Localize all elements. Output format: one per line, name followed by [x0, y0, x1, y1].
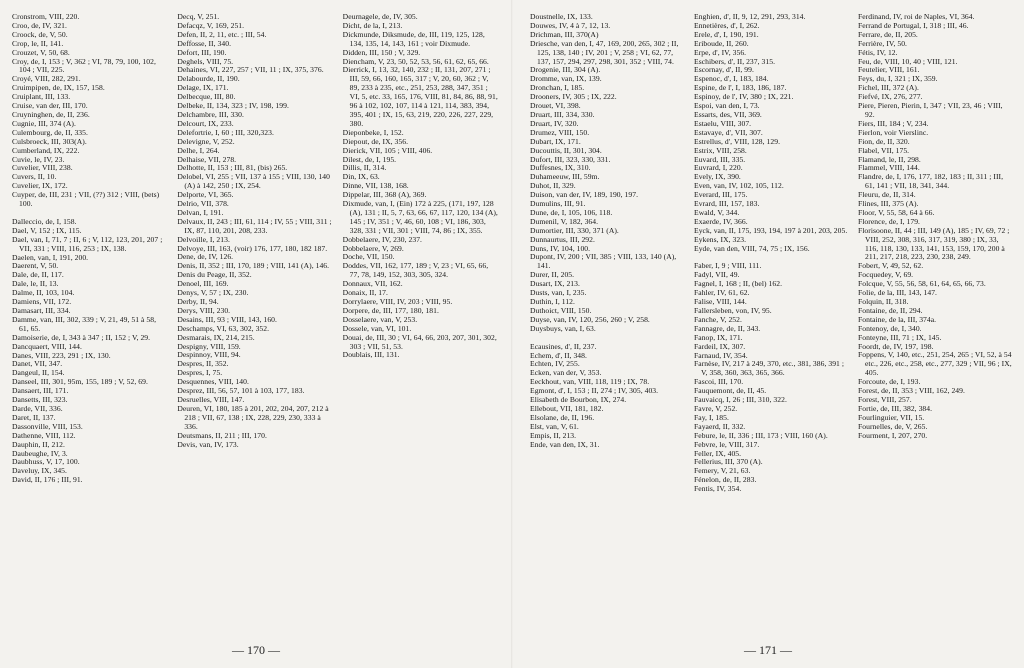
index-entry: Delcourt, IX, 233. — [177, 118, 234, 128]
index-entry: Doddes, VII, 162, 177, 189 ; V, 23 ; VI, 65, 66, 77, 78, 149, 152, 303, 305, 324. — [342, 261, 489, 280]
index-entry: Delhaise, VII, 278. — [177, 154, 237, 164]
index-entry: Falise, VIII, 144. — [694, 297, 747, 307]
index-entry: Doublais, III, 131. — [342, 350, 400, 360]
index-entry: Dippelar, III, 368 (A), 369. — [342, 190, 427, 200]
index-entry: Diepout, de, IX, 356. — [342, 136, 409, 146]
index-entry: Enghien, d', II, 9, 12, 291, 293, 314. — [694, 13, 806, 21]
index-entry: Drichman, III, 370(A) — [530, 29, 599, 39]
index-entry: Dossele, van, VI, 101. — [342, 323, 412, 333]
index-entry: Dinne, VII, 138, 168. — [342, 181, 409, 191]
index-entry: Croyé, VIII, 282, 291. — [12, 74, 81, 84]
index-entry: Euvard, III, 335. — [694, 154, 746, 164]
index-entry: Despres, II, 352. — [177, 359, 229, 369]
index-entry: Elsolane, de, II, 196. — [530, 412, 595, 422]
index-entry: Cuvelier, VIII, 238. — [12, 163, 73, 173]
index-entry: Flines, III, 375 (A). — [858, 199, 919, 209]
index-entry: Ende, van den, IX, 31. — [530, 439, 600, 449]
index-entry: Drumez, VIII, 150. — [530, 127, 590, 137]
index-entry: Deschamps, VI, 63, 302, 352. — [177, 323, 270, 333]
index-entry: Fontenoy, de, I, 340. — [858, 323, 922, 333]
index-entry: Fardeil, IX, 307. — [694, 341, 746, 351]
index-entry: Douai, de, III, 30 ; VI, 64, 66, 203, 207, 301, 302, 303 ; VII, 51, 53. — [342, 332, 497, 351]
index-entry: Femery, V, 21, 63. — [694, 466, 751, 476]
index-entry: Elst, van, V, 61. — [530, 421, 579, 431]
index-entry: Crop, le, II, 141. — [12, 38, 64, 48]
index-entry: Delporte, VI, 365. — [177, 190, 234, 200]
index-entry: Dauphin, II, 212. — [12, 439, 65, 449]
index-entry: Duison, van der, IV, 189, 190, 197. — [530, 190, 639, 200]
index-entry: Dansetts, III, 323. — [12, 395, 68, 405]
index-entry: Echem, d', II, 348. — [530, 350, 587, 360]
index-entry: Ferrand de Portugal, I, 318 ; III, 46. — [858, 20, 969, 30]
index-entry: Druart, III, 334, 330. — [530, 109, 595, 119]
index-entry: Delbeke, II, 134, 323 ; IV, 198, 199. — [177, 101, 289, 111]
index-entry: Ferrière, IV, 50. — [858, 38, 907, 48]
index-entry: Daerent, V, 50. — [12, 261, 59, 271]
index-entry: Dangeul, II, 154. — [12, 368, 65, 378]
index-entry: Fonteyne, III, 71 ; IX, 145. — [858, 332, 942, 342]
index-entry: Derys, VIII, 230. — [177, 305, 231, 315]
page-number: — 170 — — [232, 643, 280, 657]
index-entry: Fanche, V, 252. — [694, 314, 742, 324]
index-entry: Daveluy, IX, 345. — [12, 466, 67, 476]
index-entry: Dusts, van, I, 235. — [530, 288, 587, 298]
index-entry: Feu, de, VIII, 10, 40 ; VIII, 121. — [858, 56, 958, 66]
index-entry: Florence, de, I, 179. — [858, 216, 920, 226]
index-entry: Fétis, IV, 12. — [858, 47, 898, 57]
index-entry: Dusart, IX, 213. — [530, 279, 580, 289]
index-entry: Piere, Pieren, Pierin, I, 347 ; VII, 23, 46 ; VIII, 92. — [858, 101, 1003, 119]
index-entry: Duysbuys, van, I, 63. — [530, 323, 596, 333]
index-entry: Deuren, VI, 180, 185 à 201, 202, 204, 207, 212 à 218 ; VII, 67, 138 ; IX, 228, 229, 230, 333 à 336. — [177, 403, 329, 431]
index-entry: Daubhuss, V, 17, 100. — [12, 457, 80, 467]
index-entry: Defort, III, 190. — [177, 47, 227, 57]
index-entry: Druart, IV, 320. — [530, 118, 579, 128]
index-entry: Deghels, VIII, 75. — [177, 56, 234, 66]
index-entry: Fauquemont, de, II, 45. — [694, 386, 767, 396]
index-entry: Doche, VII, 150. — [342, 252, 395, 262]
index-entry: Floor, V, 55, 58, 64 à 66. — [858, 207, 935, 217]
index-entry: Dene, de, IV, 126. — [177, 252, 234, 262]
index-entry: Dunnaurtus, III, 292. — [530, 234, 595, 244]
index-entry: Ellebout, VII, 181, 182. — [530, 403, 604, 413]
index-entry: Delefortrie, I, 60 ; III, 320,323. — [177, 127, 274, 137]
index-entry: Devis, van, IV, 173. — [177, 439, 239, 449]
index-entry: Despres, I, 75. — [177, 368, 223, 378]
index-entry: Fobert, V, 49, 52, 62. — [858, 261, 924, 271]
index-entry: Forest, VIII, 257. — [858, 394, 912, 404]
index-entry: Empis, II, 213. — [530, 430, 577, 440]
index-entry: Dassonville, VIII, 153. — [12, 421, 83, 431]
page-right — [512, 0, 1024, 668]
index-entry: Delchambre, III, 330. — [177, 109, 244, 119]
index-entry: Dilest, de, I, 195. — [342, 154, 397, 164]
index-entry: Crouzet, V, 50, 68. — [12, 47, 70, 57]
page-number: — 171 — — [744, 643, 792, 657]
index-entry: Duthoict, VIII, 150. — [530, 305, 592, 315]
index-entry: Delhe, I, 264. — [177, 145, 220, 155]
index-entry: Delabourde, II, 190. — [177, 74, 240, 84]
index-entry: Dale, le, II, 13. — [12, 279, 59, 289]
index-entry: Doustnelle, IX, 133. — [530, 13, 593, 21]
index-entry: Evely, IX, 390. — [694, 172, 741, 182]
index-entry: Eyck, van, II, 175, 193, 194, 197 à 201, 203, 205. — [694, 225, 848, 235]
index-entry: Diencham, V, 23, 50, 52, 53, 56, 61, 62, 65, 66. — [342, 56, 489, 66]
index-entry: Cuvers, II, 10. — [12, 172, 57, 182]
index-entry: Folquin, II, 318. — [858, 297, 909, 306]
index-entry: Espoi, van den, I, 73. — [694, 101, 760, 111]
index-column — [530, 13, 684, 625]
index-entry: Dumortier, III, 330, 371 (A). — [530, 225, 619, 235]
index-entry: Delevigne, V, 252. — [177, 136, 235, 146]
index-entry: Exaerde, IV, 366. — [694, 216, 748, 226]
index-entry: Espenoc, d', I, 183, 184. — [694, 74, 769, 84]
index-entry: Daubeughe, IV, 3. — [12, 448, 68, 458]
index-entry: Ewald, V, 344. — [694, 207, 740, 217]
index-entry: Donnaux, VII, 162. — [342, 279, 403, 289]
index-entry: Eyde, van den, VIII, 74, 75 ; IX, 156. — [694, 243, 810, 253]
index-entry: Duthin, I, 112. — [530, 297, 575, 306]
index-entry: Defen, II, 2, 11, etc. ; III, 54. — [177, 29, 267, 39]
index-entry: Danet, VII, 347. — [12, 359, 63, 369]
index-entry: Daelen, van, I, 191, 200. — [12, 252, 89, 262]
index-entry: Derby, II, 94. — [177, 297, 219, 306]
index-column — [12, 13, 167, 625]
index-entry: Dobbelaere, IV, 230, 237. — [342, 234, 423, 244]
index-column — [177, 13, 332, 625]
index-entry: Cuvie, le, IV, 23. — [12, 154, 65, 164]
index-entry: David, II, 176 ; III, 91. — [12, 475, 83, 485]
index-entry: Cruise, van der, III, 170. — [12, 101, 88, 111]
index-entry: Dosselaere, van, V, 253. — [342, 314, 418, 324]
index-entry: Denis, II, 352 ; III, 170, 189 ; VIII, 141 (A), 146. — [177, 261, 330, 271]
index-entry: Essarts, des, VII, 369. — [694, 109, 762, 119]
index-entry: Despinnoy, VIII, 94. — [177, 350, 241, 360]
index-entry: Estaelu, VIII, 307. — [694, 118, 752, 128]
index-entry: Duyse, van, IV, 120, 256, 260 ; V, 258. — [530, 314, 650, 324]
index-entry: Damasart, III, 334. — [12, 306, 71, 315]
index-entry: Fellerius, III, 370 (A). — [694, 457, 763, 467]
index-entry: Forcoute, de, I, 193. — [858, 377, 921, 387]
index-entry: Foordt, de, IV, 197, 198. — [858, 341, 934, 351]
index-entry: Dorpere, de, III, 177, 180, 181. — [342, 305, 439, 315]
index-entry: Fanop, IX, 171. — [694, 332, 743, 342]
index-entry: Favre, V, 252. — [694, 403, 738, 413]
index-entry: Feller, IX, 405. — [694, 448, 742, 458]
index-entry: Desquennes, VIII, 140. — [177, 377, 249, 387]
index-entry: Dumenil, V, 182, 364. — [530, 216, 599, 226]
index-entry: Drouet, VI, 398. — [530, 101, 581, 111]
index-entry: Fadyl, VII, 49. — [694, 270, 740, 280]
index-entry: Croo, de, IV, 321. — [12, 20, 67, 30]
index-entry: Forest, de, II, 353 ; VIII, 162, 249. — [858, 386, 965, 396]
index-entry: Foppens, V, 140, etc., 251, 254, 265 ; VI, 52, à 54 etc., 226, etc., 258, etc., 277, 329 ; VII, 96 ; IX, 405. — [858, 350, 1012, 378]
index-entry: Delvan, I, 191. — [177, 207, 224, 217]
index-entry: Dancquaert, VIII, 144. — [12, 341, 82, 351]
index-entry: Ducouttis, II, 301, 304. — [530, 145, 602, 155]
index-entry: Fontaine, de la, III, 374a. — [858, 314, 937, 324]
index-entry: Flabel, VII, 175. — [858, 145, 910, 155]
index-entry: Cruiplant, III, 133. — [12, 92, 71, 102]
index-entry: Cruimpipen, de, IX, 157, 158. — [12, 83, 105, 93]
index-entry: Dierick, VII, 105 ; VIII, 406. — [342, 145, 433, 155]
index-entry: Flamand, le, II, 298. — [858, 154, 921, 164]
index-entry: Feutelier, VIII, 161. — [858, 65, 920, 75]
index-entry: Farnaud, IV, 354. — [694, 350, 748, 360]
index-entry: Fontaine, de, II, 294. — [858, 305, 923, 315]
index-entry: Damme, van, III, 302, 339 ; V, 21, 49, 51 à 58, 61, 65. — [12, 314, 157, 333]
index-entry: Donaix, II, 17. — [342, 288, 388, 298]
index-entry: Egmont, d', I, 153 ; II, 274 ; IV, 305, 403. — [530, 386, 659, 396]
index-entry: Desruelles, VIII, 147. — [177, 394, 245, 404]
index-entry: Erpe, d', IV, 356. — [694, 47, 747, 57]
index-entry: Escornay, d', II, 99. — [694, 65, 754, 75]
index-entry: Drooners, IV, 305 ; IX, 222. — [530, 92, 617, 102]
index-entry: Febure, le, II, 336 ; III, 173 ; VIII, 160 (A). — [694, 430, 828, 440]
index-entry: Echten, IV, 255. — [530, 359, 580, 369]
index-entry: Florisoone, II, 44 ; III, 149 (A), 185 ; IV, 69, 72 ; VIII, 252, 308, 316, 317, 319, 380 ; IX, 33, 116, 118, 130, 133, 141, 153, 159, 170, 200 à 211, 217, 218, 223, 230, 238, 249. — [858, 225, 1010, 262]
index-entry: Didden, III, 150 ; V, 329. — [342, 47, 421, 57]
index-entry: Dickmunde, Diksmude, de, III, 119, 125, 128, 134, 135, 14, 143, 161 ; voir Dixmude. — [342, 29, 485, 48]
index-entry: Denis du Peage, II, 352. — [177, 270, 252, 280]
index-entry: Desmarais, IX, 214, 215. — [177, 332, 255, 342]
index-entry: Croock, de, V, 50. — [12, 29, 68, 39]
index-entry: Defacqz, V, 169, 251. — [177, 20, 245, 30]
index-entry: Decq, V, 251. — [177, 13, 220, 21]
index-entry: Delvaux, II, 243 ; III, 61, 114 ; IV, 55 ; VIII, 311 ; IX, 87, 110, 201, 208, 233. — [177, 216, 332, 235]
index-entry: Erele, d', I, 190, 191. — [694, 29, 759, 39]
index-entry: Estavaye, d', VII, 307. — [694, 127, 763, 137]
index-entry: Cuvelier, IX, 172. — [12, 181, 68, 191]
index-entry: Despigny, VIII, 159. — [177, 341, 241, 351]
index-entry: Cronstrom, VIII, 220. — [12, 13, 80, 21]
index-entry: Fénelon, de, II, 283. — [694, 475, 757, 485]
index-entry: Dupont, IV, 200 ; VII, 385 ; VIII, 133, 140 (A), 141. — [530, 252, 677, 271]
index-entry: Dale, de, II, 117. — [12, 270, 64, 280]
index-entry: Eriboude, II, 260. — [694, 38, 749, 48]
index-entry: Duns, IV, 104, 100. — [530, 243, 591, 253]
index-entry: Dune, de, I, 105, 106, 118. — [530, 207, 613, 217]
index-entry: Fierlon, voir Vierslinc. — [858, 127, 929, 137]
book-gutter — [511, 0, 513, 668]
index-entry: Fahler, IV, 61, 62. — [694, 288, 750, 298]
index-entry: Dronchan, I, 185. — [530, 83, 585, 93]
index-entry: Fiers, III, 184 ; V, 234. — [858, 118, 929, 128]
index-entry: Delobel, VI, 255 ; VII, 137 à 155 ; VIII, 130, 140 (A) à 142, 250 ; IX, 254. — [177, 172, 330, 191]
index-entry: Delhotte, II, 153 ; III, 81, (bis) 265. — [177, 163, 288, 173]
index-entry: Dromme, van, IX, 139. — [530, 74, 602, 84]
index-entry: Cruyninghen, de, II, 236. — [12, 109, 90, 119]
index-entry: Desprez, III, 56, 57, 101 à 103, 177, 183. — [177, 386, 305, 396]
index-entry: Darde, VII, 336. — [12, 403, 63, 413]
index-entry: Espinoy, de l', IV, 380 ; IX, 221. — [694, 92, 794, 102]
index-entry: Fion, de, II, 320. — [858, 136, 910, 146]
index-entry: Delvoille, I, 213. — [177, 234, 230, 244]
index-entry: Folcque, V, 55, 56, 58, 61, 64, 65, 66, 73. — [858, 279, 986, 289]
index-entry: Dael, van, I, 71, 7 ; II, 6 ; V, 112, 123, 201, 207 ; VII, 331 ; VIII, 116, 253 ; IX, 138. — [12, 234, 163, 253]
index-entry: Culembourg, de, II, 335. — [12, 127, 88, 137]
index-entry: Fay, I, 185. — [694, 412, 729, 422]
index-entry: Ferrare, de, II, 205. — [858, 29, 918, 39]
index-entry: Feys, du, I, 321 ; IX, 359. — [858, 74, 938, 84]
index-entry: Deurnagele, de, IV, 305. — [342, 13, 418, 21]
index-entry: Ferdinand, IV, roi de Naples, VI, 364. — [858, 13, 975, 21]
index-entry: Focquedey, V, 69. — [858, 270, 914, 280]
index-entry: Dathenne, VIII, 112. — [12, 430, 76, 440]
index-columns — [530, 13, 1012, 625]
index-entry: Dael, V, 152 ; IX, 115. — [12, 225, 82, 235]
index-entry: Duhameeuw, III, 59m. — [530, 172, 600, 182]
index-entry: Dumulins, III, 91. — [530, 199, 586, 209]
index-entry: Elisabeth de Bourbon, IX, 274. — [530, 395, 627, 405]
index-entry: Fournelles, de, V, 265. — [858, 421, 928, 431]
index-entry: Dierrick, I, 13, 32, 140, 232 ; II, 131, 207, 271 ; III, 59, 66, 160, 165, 317 ; V, 20, 60, 362 ; V, 89, 233 à 235, etc., 251, 253, 288, 347, 351 ; VI, 5, etc. 33, 165, 176, VIII, 81, 84, 86, 88, 91, 96 à 102, 102, 107, 114 à 121, 114, 383, 394, 395, 401 ; IX, 15, 63, 219, 220, 226, 227, 229, 380. — [342, 65, 498, 128]
index-entry: Febvre, le, VIII, 317. — [694, 439, 760, 449]
index-entry: Euvrard, I, 220. — [694, 163, 743, 173]
index-entry: Dansaert, III, 171. — [12, 386, 69, 396]
index-entry: Denoel, III, 169. — [177, 279, 229, 289]
index-entry: Eeckhout, van, VIII, 118, 119 ; IX, 78. — [530, 377, 650, 387]
index-entry: Evrard, III, 157, 183. — [694, 199, 760, 209]
index-entry: Dieponbeke, I, 152. — [342, 127, 404, 137]
index-entry: Dixmude, van, I, (Ein) 172 à 225, (171, 197, 128 (A), 131 ; II, 5, 7, 63, 66, 67, 117, 120, 134 (A), 145 ; IV, 351 ; V, 46, 60, 108 ; VI, 186, 303, 328, 331 ; VII, 301 ; VIII, 74, 86 ; IX, 355. — [342, 199, 498, 235]
index-entry: Ecken, van der, V, 353. — [530, 368, 602, 378]
index-column — [343, 13, 498, 625]
index-entry: Dobbelaere, V, 269. — [342, 243, 404, 253]
index-entry: Dalleccio, de, I, 158. — [12, 216, 77, 226]
index-entry: Denys, V, 57 ; IX, 230. — [177, 288, 249, 298]
index-entry: Eschibers, d', II, 237, 315. — [694, 56, 776, 66]
index-entry: Cugnie, III, 374 (A). — [12, 118, 76, 128]
index-entry: Fallersleben, von, IV, 95. — [694, 306, 772, 315]
index-entry: Dehaines, VI, 227, 257 ; VII, 11 ; IX, 375, 376. — [177, 65, 324, 75]
index-entry: Duhot, II, 329. — [530, 181, 576, 191]
index-entry: Farnèse, IV, 217 à 249, 370, etc., 381, 386, 391 ; V, 358, 360, 363, 365, 366. — [694, 359, 844, 378]
index-entry: Dicht, de la, I, 213. — [342, 20, 403, 30]
index-entry: Damiens, VII, 172. — [12, 297, 72, 307]
index-entry: Fichel, III, 372 (A). — [858, 83, 919, 93]
index-entry: Dillis, II, 314. — [342, 163, 387, 173]
index-entry: Fayaerd, II, 332. — [694, 421, 746, 431]
index-entry: Damoiserie, de, I, 343 à 347 ; II, 152 ; V, 29. — [12, 332, 151, 342]
index-entry: Fourlinguier, VII, 15. — [858, 412, 925, 422]
index-entry: Driesche, van den, I, 47, 169, 200, 265, 302 ; II, 125, 138, 140 ; IV, 201 ; V, 258 ; VI, 62, 77, 137, 157, 294, 297, 298, 301, 352 ; VIII, 74. — [530, 38, 679, 66]
index-entry: Delbecque, III, 80. — [177, 92, 236, 102]
index-entry: Douwes, IV, 4 à 7, 12, 13. — [530, 20, 611, 30]
index-entry: Desains, III, 93 ; VIII, 143, 160. — [177, 314, 277, 324]
index-entry: Fortie, de, III, 382, 384. — [858, 403, 933, 413]
index-entry: Faber, I, 9 ; VIII, 111. — [694, 261, 762, 271]
index-entry: Danseel, III, 301, 95m, 155, 189 ; V, 52, 69. — [12, 377, 148, 387]
index-entry: Croy, de, I, 153 ; V, 362 ; VI, 78, 79, 100, 102, 104 ; VII, 225. — [12, 56, 156, 75]
index-entry: Fannagre, de, II, 343. — [694, 323, 761, 333]
index-entry: Delvoye, III, 163, (voir) 176, 177, 180, 182 187. — [177, 243, 328, 253]
index-entry: Deutsmans, II, 211 ; III, 170. — [177, 430, 267, 440]
index-entry: Cumberland, IX, 222. — [12, 145, 80, 155]
index-entry: Estrix, VIII, 258. — [694, 145, 747, 155]
index-entry: Durer, II, 205. — [530, 270, 575, 280]
index-entry: Flandre, de, I, 176, 177, 182, 183 ; II, 311 ; III, 61, 141 ; VII, 18, 341, 344. — [858, 172, 1004, 191]
index-entry: Din, IX, 63. — [342, 172, 380, 182]
index-entry: Culsbroeck, III, 303(A). — [12, 136, 87, 146]
index-entry: Everard, III, 175. — [694, 190, 748, 200]
index-entry: Fascoi, III, 170. — [694, 377, 744, 387]
index-entry: Ecausines, d', II, 237. — [530, 341, 597, 351]
index-column — [858, 13, 1012, 625]
index-entry: Delage, IX, 171. — [177, 83, 229, 93]
index-entry: Deffosse, II, 340. — [177, 38, 232, 48]
index-entry: Dorrylaere, VIII, IV, 203 ; VIII, 95. — [342, 297, 453, 306]
index-entry: Dufort, III, 323, 330, 331. — [530, 154, 611, 164]
index-entry: Eykens, IX, 323. — [694, 234, 747, 244]
index-entry: Delrio, VII, 378. — [177, 199, 229, 209]
index-entry: Espine, de l', I, 183, 186, 187. — [694, 83, 787, 93]
index-entry: Daret, II, 137. — [12, 412, 56, 422]
index-entry: Danes, VIII, 223, 291 ; IX, 130. — [12, 350, 111, 360]
index-entry: Duffesnes, IX, 310. — [530, 163, 591, 173]
index-entry: Estrellus, d', VIII, 128, 129. — [694, 136, 781, 146]
index-entry: Flammel, VIII, 144. — [858, 163, 920, 173]
index-entry: Fleuru, de, II, 314. — [858, 190, 916, 200]
index-entry: Fauvaicq, I, 26 ; III, 310, 322. — [694, 395, 787, 405]
index-entry: Dalme, II, 103, 104. — [12, 288, 75, 298]
index-entry: Even, van, IV, 102, 105, 112. — [694, 181, 784, 191]
index-entry: Drogenie, III, 304 (A). — [530, 65, 601, 75]
index-entry: Cuyper, de, III, 231 ; VII, (??) 312 ; VIII, (bets) 100. — [12, 190, 160, 209]
index-entry: Fiefvé, IX, 276, 277. — [858, 92, 923, 102]
index-entry: Ennetières, d', I, 262. — [694, 20, 760, 30]
index-columns — [12, 13, 498, 625]
index-entry: Folie, de la, III, 143, 147. — [858, 288, 938, 298]
index-column — [694, 13, 848, 625]
index-entry: Fagnel, I, 168 ; II, (bel) 162. — [694, 279, 783, 289]
index-entry: Fourment, I, 207, 270. — [858, 430, 928, 440]
index-entry: Fentis, IV, 354. — [694, 484, 742, 494]
index-entry: Dubart, IX, 171. — [530, 136, 581, 146]
